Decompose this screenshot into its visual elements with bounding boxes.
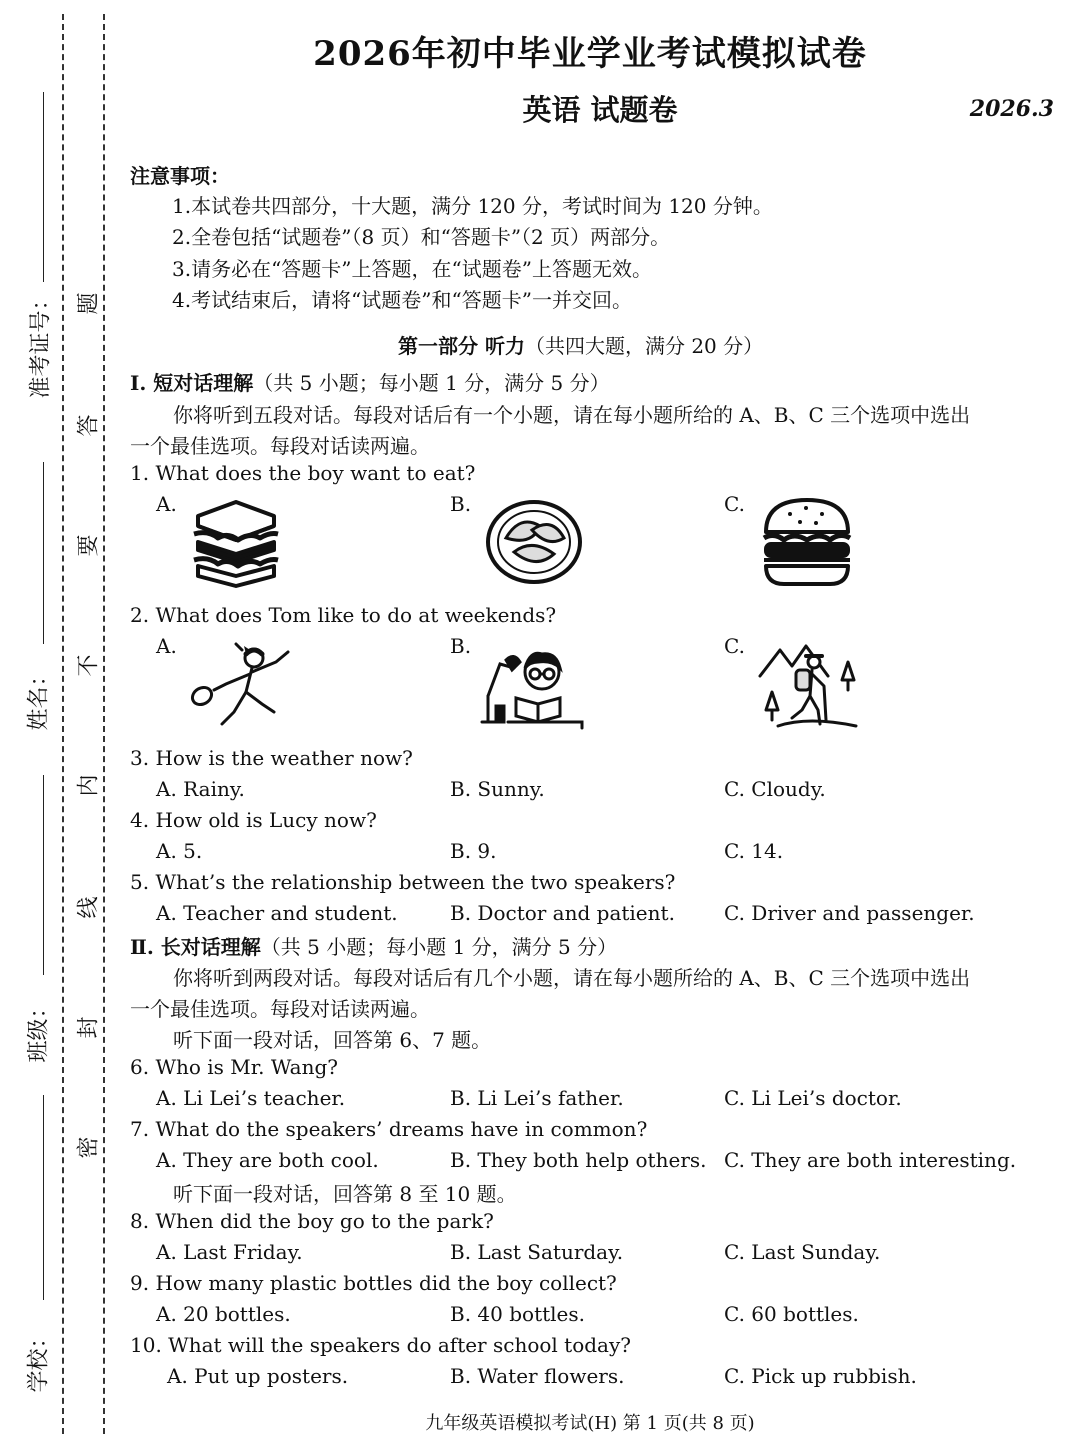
question-text: 1. What does the boy want to eat? bbox=[130, 461, 476, 485]
question-text: 4. How old is Lucy now? bbox=[130, 808, 377, 832]
option-b[interactable]: B. Last Saturday. bbox=[450, 1240, 624, 1264]
section-score: （共 5 小题；每小题 1 分，满分 5 分） bbox=[253, 371, 610, 395]
option-c[interactable]: C. They are both interesting. bbox=[724, 1148, 1017, 1172]
seal-char: 要 bbox=[76, 534, 102, 557]
option-label[interactable]: A. bbox=[156, 492, 177, 516]
option-b[interactable]: B. Doctor and patient. bbox=[450, 901, 675, 925]
question-text: 3. How is the weather now? bbox=[130, 746, 413, 770]
option-c[interactable]: C. 14. bbox=[724, 839, 784, 863]
page-footer: 九年级英语模拟考试(H) 第 1 页(共 8 页) bbox=[425, 1413, 755, 1434]
option-b[interactable]: B. 9. bbox=[450, 839, 497, 863]
option-c[interactable]: C. Last Sunday. bbox=[724, 1240, 881, 1264]
section-instruction: 一个最佳选项。每段对话读两遍。 bbox=[130, 997, 430, 1021]
section-heading bbox=[130, 931, 617, 960]
seal-char: 答 bbox=[76, 414, 102, 437]
hamburger-icon[interactable] bbox=[760, 496, 854, 588]
option-label[interactable]: A. bbox=[156, 634, 177, 658]
option-b[interactable]: B. Li Lei’s father. bbox=[450, 1086, 624, 1110]
option-label[interactable]: C. bbox=[724, 492, 745, 516]
question-text: 8. When did the boy go to the park? bbox=[130, 1209, 494, 1233]
question-text: 6. Who is Mr. Wang? bbox=[130, 1055, 338, 1079]
part-heading-score: （共四大题，满分 20 分） bbox=[524, 334, 764, 358]
section-heading bbox=[130, 367, 610, 396]
question-text: 5. What’s the relationship between the two speakers? bbox=[130, 870, 676, 894]
notice-item: 2.全卷包括“试题卷”（8 页）和“答题卡”（2 页）两部分。 bbox=[172, 225, 671, 249]
option-a[interactable]: A. Rainy. bbox=[156, 777, 245, 801]
candidate-number-label: 准考证号： bbox=[28, 288, 54, 399]
page-subtitle: 英语 试题卷 bbox=[522, 93, 678, 127]
option-c[interactable]: C. 60 bottles. bbox=[724, 1302, 859, 1326]
part-heading bbox=[398, 330, 763, 359]
notice-heading: 注意事项： bbox=[130, 164, 230, 188]
name-label: 姓名： bbox=[26, 664, 52, 731]
option-b[interactable]: B. They both help others. bbox=[450, 1148, 707, 1172]
boy-reading-icon[interactable] bbox=[478, 642, 586, 732]
badminton-player-icon[interactable] bbox=[186, 642, 296, 732]
section-score: （共 5 小题；每小题 1 分，满分 5 分） bbox=[260, 935, 618, 959]
question-text: 10. What will the speakers do after school today? bbox=[130, 1333, 631, 1357]
option-a[interactable]: A. Teacher and student. bbox=[156, 901, 398, 925]
option-a[interactable]: A. Li Lei’s teacher. bbox=[156, 1086, 346, 1110]
section-title: Ⅱ. 长对话理解 bbox=[130, 935, 261, 959]
section-instruction: 你将听到两段对话。每段对话后有几个小题，请在每小题所给的 A、B、C 三个选项中选出 bbox=[173, 966, 971, 990]
class-label: 班级： bbox=[26, 996, 52, 1063]
dumplings-icon[interactable] bbox=[484, 498, 584, 586]
option-a[interactable]: A. 5. bbox=[156, 839, 203, 863]
class-blank[interactable] bbox=[43, 775, 44, 975]
question-text: 7. What do the speakers’ dreams have in common? bbox=[130, 1117, 648, 1141]
option-b[interactable]: B. 40 bottles. bbox=[450, 1302, 585, 1326]
dialog-note: 听下面一段对话，回答第 6、7 题。 bbox=[173, 1028, 492, 1052]
section-instruction: 一个最佳选项。每段对话读两遍。 bbox=[130, 434, 430, 458]
option-label[interactable]: B. bbox=[450, 492, 472, 516]
option-label[interactable]: C. bbox=[724, 634, 745, 658]
question-text: 2. What does Tom like to do at weekends? bbox=[130, 603, 557, 627]
seal-char: 密 bbox=[76, 1136, 102, 1159]
page-title: 2026年初中毕业学业考试模拟试卷 bbox=[313, 34, 867, 74]
option-a[interactable]: A. They are both cool. bbox=[156, 1148, 379, 1172]
notice-item: 3.请务必在“答题卡”上答题，在“试题卷”上答题无效。 bbox=[172, 257, 652, 281]
part-heading-title: 第一部分 听力 bbox=[398, 334, 525, 358]
seal-char: 题 bbox=[76, 292, 102, 315]
seal-char: 内 bbox=[76, 774, 102, 797]
notice-item: 1.本试卷共四部分，十大题，满分 120 分，考试时间为 120 分钟。 bbox=[172, 194, 773, 218]
hiker-icon[interactable] bbox=[758, 640, 858, 732]
seal-line-inner bbox=[103, 14, 105, 1434]
exam-date: 2026.3 bbox=[969, 96, 1054, 122]
section-title: Ⅰ. 短对话理解 bbox=[130, 371, 254, 395]
option-label[interactable]: B. bbox=[450, 634, 472, 658]
option-b[interactable]: B. Water flowers. bbox=[450, 1364, 625, 1388]
school-label: 学校： bbox=[26, 1326, 52, 1393]
option-c[interactable]: C. Cloudy. bbox=[724, 777, 826, 801]
sandwich-icon[interactable] bbox=[188, 498, 284, 590]
notice-item: 4.考试结束后，请将“试题卷”和“答题卡”一并交回。 bbox=[172, 288, 632, 312]
seal-char: 不 bbox=[76, 654, 102, 677]
name-blank[interactable] bbox=[43, 462, 44, 644]
section-instruction: 你将听到五段对话。每段对话后有一个小题，请在每小题所给的 A、B、C 三个选项中选出 bbox=[173, 403, 971, 427]
option-c[interactable]: C. Driver and passenger. bbox=[724, 901, 975, 925]
option-a[interactable]: A. Put up posters. bbox=[167, 1364, 349, 1388]
option-c[interactable]: C. Pick up rubbish. bbox=[724, 1364, 917, 1388]
seal-char: 封 bbox=[76, 1016, 102, 1039]
option-a[interactable]: A. 20 bottles. bbox=[156, 1302, 291, 1326]
option-a[interactable]: A. Last Friday. bbox=[156, 1240, 303, 1264]
school-blank[interactable] bbox=[43, 1095, 44, 1300]
question-text: 9. How many plastic bottles did the boy collect? bbox=[130, 1271, 617, 1295]
seal-line-outer bbox=[62, 14, 64, 1434]
dialog-note: 听下面一段对话，回答第 8 至 10 题。 bbox=[173, 1182, 517, 1206]
seal-char: 线 bbox=[76, 896, 102, 919]
option-b[interactable]: B. Sunny. bbox=[450, 777, 545, 801]
option-c[interactable]: C. Li Lei’s doctor. bbox=[724, 1086, 902, 1110]
